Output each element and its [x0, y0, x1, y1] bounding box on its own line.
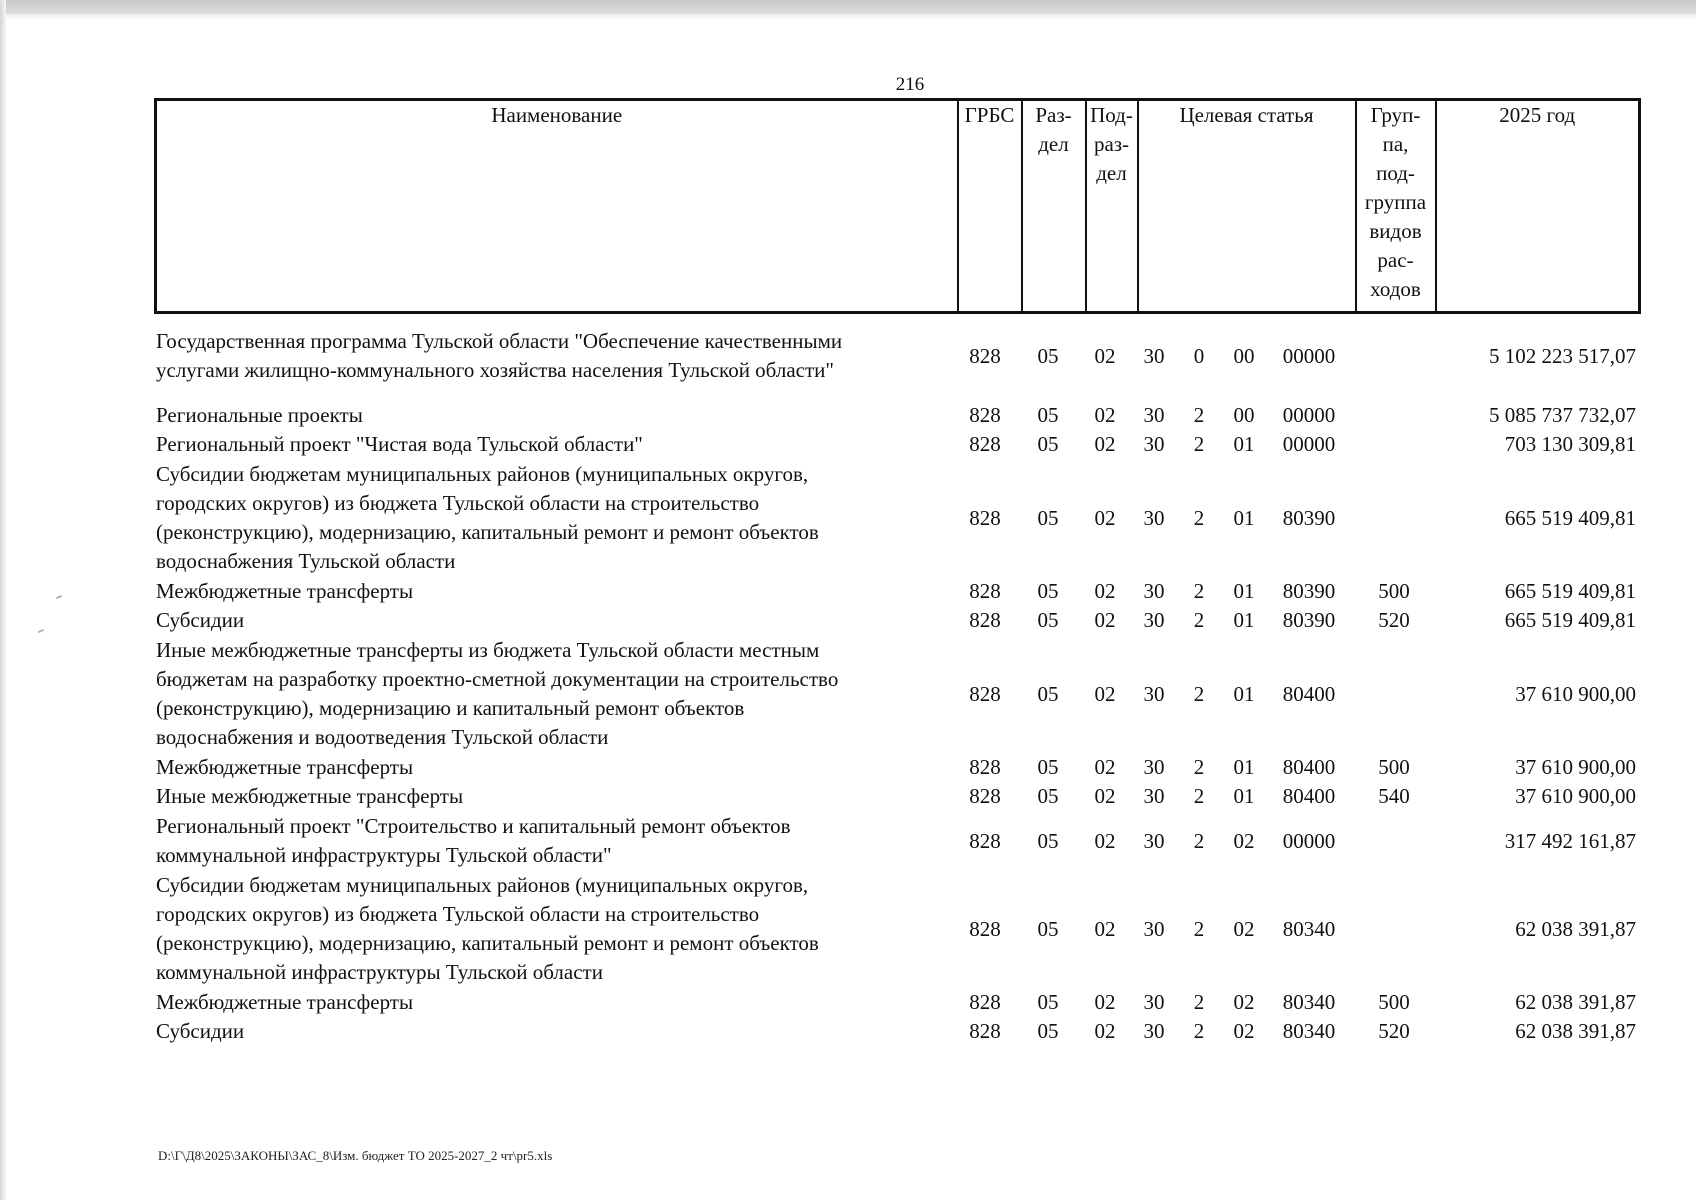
row-grbs: 828: [969, 828, 1001, 853]
row-target-project: 02: [1233, 990, 1255, 1014]
page-number: 216: [895, 74, 925, 95]
row-podrazdel: 02: [1094, 1019, 1116, 1043]
row-amount: 665 519 409,81: [1504, 579, 1636, 603]
table-header: [154, 98, 1641, 314]
row-target-project: 01: [1233, 579, 1255, 603]
row-target-project: 00: [1233, 343, 1255, 368]
table-row: [156, 782, 1646, 811]
row-target-type: 2: [1193, 579, 1205, 603]
header-razdel: Раз- дел: [1022, 100, 1086, 313]
row-amount: 5 085 737 732,07: [1489, 403, 1636, 427]
scan-speck: [38, 629, 44, 633]
row-amount: 317 492 161,87: [1504, 828, 1636, 853]
row-target-program: 30: [1143, 681, 1165, 706]
row-grbs: 828: [969, 579, 1001, 603]
row-name: Региональные проекты: [156, 403, 363, 427]
row-name: Иные межбюджетные трансферты из бюджета Тульской области местным бюджетам на разработку проектно-сметной документации на строительство (реконструкцию), модернизацию и капитальный ремонт объектов водоснабжения и водоотведения Тульской области: [156, 638, 839, 749]
header-podrazdel: Под- раз- дел: [1086, 100, 1138, 313]
row-target-direction: 80400: [1282, 784, 1336, 808]
row-amount: 37 610 900,00: [1515, 755, 1636, 779]
row-target-program: 30: [1143, 343, 1165, 368]
row-razdel: 05: [1037, 1019, 1059, 1043]
row-group: 520: [1378, 1019, 1410, 1043]
row-amount: 37 610 900,00: [1515, 681, 1636, 706]
row-target-project: 01: [1233, 432, 1255, 456]
row-target-type: 2: [1193, 990, 1205, 1014]
row-group: 500: [1378, 579, 1410, 603]
row-target-type: 2: [1193, 608, 1205, 632]
row-grbs: 828: [969, 608, 1001, 632]
row-razdel: 05: [1037, 403, 1059, 427]
row-name: Межбюджетные трансферты: [156, 990, 414, 1014]
row-name: Межбюджетные трансферты: [156, 755, 414, 779]
row-target-project: 02: [1233, 916, 1255, 941]
row-target-project: 02: [1233, 828, 1255, 853]
row-name: Государственная программа Тульской области "Обеспечение качественными услугами жилищно-коммунального хозяйства населения Тульской области": [156, 329, 843, 382]
table-row: [156, 327, 1646, 385]
row-podrazdel: 02: [1094, 403, 1116, 427]
row-razdel: 05: [1037, 990, 1059, 1014]
row-target-direction: 80340: [1282, 916, 1336, 941]
row-target-type: 2: [1193, 505, 1205, 530]
row-target-program: 30: [1143, 990, 1165, 1014]
row-razdel: 05: [1037, 579, 1059, 603]
row-target-project: 01: [1233, 608, 1255, 632]
row-podrazdel: 02: [1094, 916, 1116, 941]
row-amount: 703 130 309,81: [1504, 432, 1636, 456]
row-name: Субсидии бюджетам муниципальных районов (муниципальных округов, городских округов) из бюджета Тульской области на строительство (реконструкцию), модернизацию, капитальный ремонт и ремонт объектов коммунальной инфраструктуры Тульской области: [156, 873, 819, 984]
row-target-project: 01: [1233, 505, 1255, 530]
table-row: [156, 636, 1646, 752]
row-target-direction: 80340: [1282, 990, 1336, 1014]
row-podrazdel: 02: [1094, 990, 1116, 1014]
scan-edge-left: [0, 0, 6, 1200]
row-group: 500: [1378, 990, 1410, 1014]
row-target-project: 01: [1233, 784, 1255, 808]
row-target-direction: 00000: [1282, 343, 1336, 368]
row-target-project: 01: [1233, 681, 1255, 706]
row-grbs: 828: [969, 432, 1001, 456]
row-target-direction: 00000: [1282, 432, 1336, 456]
table-row: [156, 871, 1646, 987]
row-target-program: 30: [1143, 403, 1165, 427]
row-target-type: 2: [1193, 681, 1205, 706]
row-target-direction: 80390: [1282, 579, 1336, 603]
row-razdel: 05: [1037, 784, 1059, 808]
row-amount: 62 038 391,87: [1515, 1019, 1636, 1043]
table-row: [156, 460, 1646, 576]
table-row: [156, 401, 1646, 430]
row-target-project: 01: [1233, 755, 1255, 779]
row-grbs: 828: [969, 403, 1001, 427]
row-name: Субсидии: [156, 608, 245, 632]
row-target-program: 30: [1143, 828, 1165, 853]
row-target-type: 2: [1193, 403, 1205, 427]
row-name: Региональный проект "Строительство и капитальный ремонт объектов коммунальной инфраструктуры Тульской области": [156, 814, 791, 867]
header-year: 2025 год: [1436, 100, 1640, 313]
row-target-direction: 80390: [1282, 608, 1336, 632]
row-grbs: 828: [969, 505, 1001, 530]
row-target-program: 30: [1143, 1019, 1165, 1043]
row-podrazdel: 02: [1094, 432, 1116, 456]
footer-file-path: D:\Г\Д8\2025\ЗАКОНЫ\ЗАС_8\Изм. бюджет ТО 2025-2027_2 чт\pr5.xls: [158, 1148, 553, 1163]
table-row: [156, 988, 1646, 1017]
row-amount: 62 038 391,87: [1515, 916, 1636, 941]
table-row: [156, 606, 1646, 635]
row-podrazdel: 02: [1094, 755, 1116, 779]
row-target-program: 30: [1143, 432, 1165, 456]
row-name: Межбюджетные трансферты: [156, 579, 414, 603]
row-razdel: 05: [1037, 828, 1059, 853]
row-grbs: 828: [969, 916, 1001, 941]
row-target-program: 30: [1143, 784, 1165, 808]
row-target-type: 2: [1193, 432, 1205, 456]
row-razdel: 05: [1037, 681, 1059, 706]
row-razdel: 05: [1037, 608, 1059, 632]
table-row: [156, 1017, 1646, 1046]
row-group: 500: [1378, 755, 1410, 779]
row-target-type: 2: [1193, 755, 1205, 779]
scan-edge-top: [0, 0, 1696, 14]
table-row: [156, 753, 1646, 782]
row-target-direction: 80400: [1282, 755, 1336, 779]
row-podrazdel: 02: [1094, 681, 1116, 706]
row-razdel: 05: [1037, 343, 1059, 368]
row-target-program: 30: [1143, 579, 1165, 603]
row-group: 520: [1378, 608, 1410, 632]
row-target-program: 30: [1143, 608, 1165, 632]
header-target: Целевая статья: [1138, 100, 1356, 313]
row-amount: 665 519 409,81: [1504, 505, 1636, 530]
row-podrazdel: 02: [1094, 505, 1116, 530]
row-target-type: 0: [1193, 343, 1205, 368]
row-target-direction: 00000: [1282, 828, 1336, 853]
row-target-type: 2: [1193, 916, 1205, 941]
scan-speck: [56, 595, 62, 599]
row-grbs: 828: [969, 1019, 1001, 1043]
row-podrazdel: 02: [1094, 343, 1116, 368]
header-grbs: ГРБС: [958, 100, 1022, 313]
row-target-project: 02: [1233, 1019, 1255, 1043]
row-amount: 62 038 391,87: [1515, 990, 1636, 1014]
row-razdel: 05: [1037, 916, 1059, 941]
row-target-type: 2: [1193, 1019, 1205, 1043]
row-grbs: 828: [969, 784, 1001, 808]
row-target-program: 30: [1143, 916, 1165, 941]
row-amount: 665 519 409,81: [1504, 608, 1636, 632]
row-podrazdel: 02: [1094, 828, 1116, 853]
row-target-direction: 80390: [1282, 505, 1336, 530]
row-target-type: 2: [1193, 784, 1205, 808]
row-grbs: 828: [969, 990, 1001, 1014]
table-row: [156, 577, 1646, 606]
row-razdel: 05: [1037, 505, 1059, 530]
row-amount: 37 610 900,00: [1515, 784, 1636, 808]
row-name: Иные межбюджетные трансферты: [156, 784, 464, 808]
header-group: Груп- па, под- группа видов рас- ходов: [1356, 100, 1436, 313]
row-name: Субсидии бюджетам муниципальных районов (муниципальных округов, городских округов) из бюджета Тульской области на строительство (реконструкцию), модернизацию, капитальный ремонт и ремонт объектов водоснабжения Тульской области: [156, 462, 819, 573]
row-target-project: 00: [1233, 403, 1255, 427]
row-podrazdel: 02: [1094, 784, 1116, 808]
row-podrazdel: 02: [1094, 579, 1116, 603]
row-name: Региональный проект "Чистая вода Тульской области": [156, 432, 643, 456]
row-target-program: 30: [1143, 755, 1165, 779]
row-target-direction: 80400: [1282, 681, 1336, 706]
scan-edge-top-fade: [0, 14, 1696, 20]
row-target-type: 2: [1193, 828, 1205, 853]
row-razdel: 05: [1037, 755, 1059, 779]
row-target-direction: 00000: [1282, 403, 1336, 427]
table-row: [156, 812, 1646, 870]
row-target-direction: 80340: [1282, 1019, 1336, 1043]
row-grbs: 828: [969, 343, 1001, 368]
table-row: [156, 430, 1646, 459]
row-target-program: 30: [1143, 505, 1165, 530]
row-group: 540: [1378, 784, 1410, 808]
row-razdel: 05: [1037, 432, 1059, 456]
row-name: Субсидии: [156, 1019, 245, 1043]
row-grbs: 828: [969, 681, 1001, 706]
row-amount: 5 102 223 517,07: [1489, 343, 1636, 368]
row-grbs: 828: [969, 755, 1001, 779]
header-name: Наименование: [156, 100, 958, 313]
row-podrazdel: 02: [1094, 608, 1116, 632]
